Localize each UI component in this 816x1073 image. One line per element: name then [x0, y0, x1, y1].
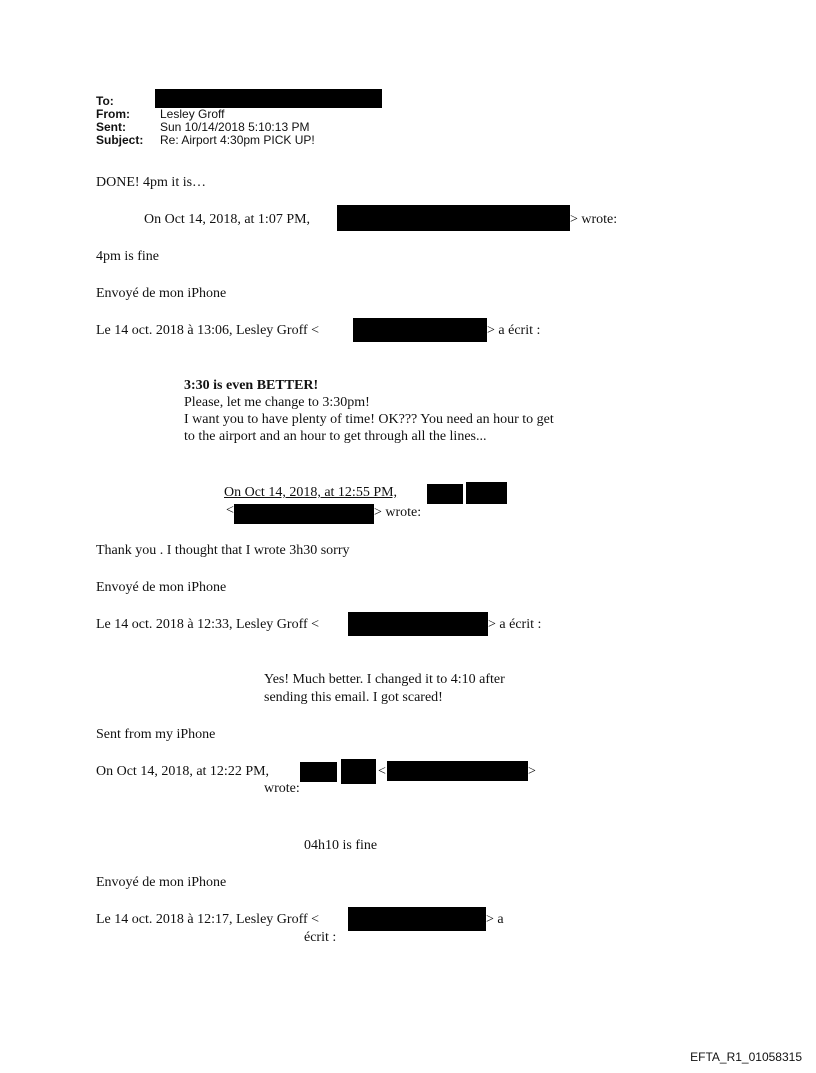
quote-header-2-suffix: > wrote: — [374, 505, 422, 520]
le-header-1-prefix: Le 14 oct. 2018 à 13:06, Lesley Groff < — [96, 323, 320, 338]
le-header-1-suffix: > a écrit : — [487, 323, 541, 338]
le-header-3-ecrit: écrit : — [304, 930, 337, 945]
redaction-q2b — [466, 482, 507, 504]
from-value: Lesley Groff — [160, 107, 225, 121]
msg-line-4: to the airport and an hour to get through all the lines... — [184, 429, 487, 444]
envoye-line-2: Envoyé de mon iPhone — [96, 580, 227, 595]
email-header — [0, 95, 816, 155]
yes-line-1: Yes! Much better. I changed it to 4:10 after — [264, 672, 505, 687]
quote-header-1-prefix: On Oct 14, 2018, at 1:07 PM, — [144, 212, 311, 227]
redaction-q2c — [234, 504, 374, 524]
envoye-line-3: Envoyé de mon iPhone — [96, 875, 227, 890]
le-header-2-suffix: > a écrit : — [488, 617, 542, 632]
le-header-3-suffix: > a — [486, 912, 504, 927]
envoye-line-1: Envoyé de mon iPhone — [96, 286, 227, 301]
msg-line-3: I want you to have plenty of time! OK??? You need an hour to get — [184, 412, 554, 427]
sent-from-iphone: Sent from my iPhone — [96, 727, 216, 742]
redaction-q2a — [427, 484, 463, 504]
quote-header-2-lt: < — [226, 503, 234, 518]
to-label: To: — [96, 94, 114, 108]
quote-header-3-gt: > — [528, 764, 536, 779]
redaction-le1 — [353, 318, 487, 342]
document-id: EFTA_R1_01058315 — [690, 1050, 802, 1064]
quote-header-3-lt: < — [378, 764, 386, 779]
redaction-le2 — [348, 612, 488, 636]
quote-header-3-wrote: wrote: — [264, 781, 300, 796]
redaction-le3 — [348, 907, 486, 931]
msg-bold-line: 3:30 is even BETTER! — [184, 378, 319, 393]
redaction-to — [155, 89, 382, 108]
redaction-q3b — [341, 759, 376, 784]
quote-header-2-prefix: On Oct 14, 2018, at 12:55 PM, — [224, 485, 398, 500]
le-header-3-prefix: Le 14 oct. 2018 à 12:17, Lesley Groff < — [96, 912, 320, 927]
sent-value: Sun 10/14/2018 5:10:13 PM — [160, 120, 310, 134]
msg-line-2: Please, let me change to 3:30pm! — [184, 395, 370, 410]
yes-line-2: sending this email. I got scared! — [264, 690, 443, 705]
line-4pm-fine: 4pm is fine — [96, 249, 159, 264]
subject-label: Subject: — [96, 133, 144, 147]
subject-value: Re: Airport 4:30pm PICK UP! — [160, 133, 315, 147]
reply-line-done: DONE! 4pm it is… — [96, 175, 207, 190]
sent-label: Sent: — [96, 120, 126, 134]
redaction-q1 — [337, 205, 570, 231]
redaction-q3a — [300, 762, 337, 782]
quote-header-1-suffix: > wrote: — [570, 212, 618, 227]
le-header-2-prefix: Le 14 oct. 2018 à 12:33, Lesley Groff < — [96, 617, 320, 632]
line-04h10-fine: 04h10 is fine — [304, 838, 378, 853]
redaction-q3c — [387, 761, 528, 781]
quote-header-3-prefix: On Oct 14, 2018, at 12:22 PM, — [96, 764, 270, 779]
from-label: From: — [96, 107, 130, 121]
line-thank-you: Thank you . I thought that I wrote 3h30 sorry — [96, 543, 350, 558]
